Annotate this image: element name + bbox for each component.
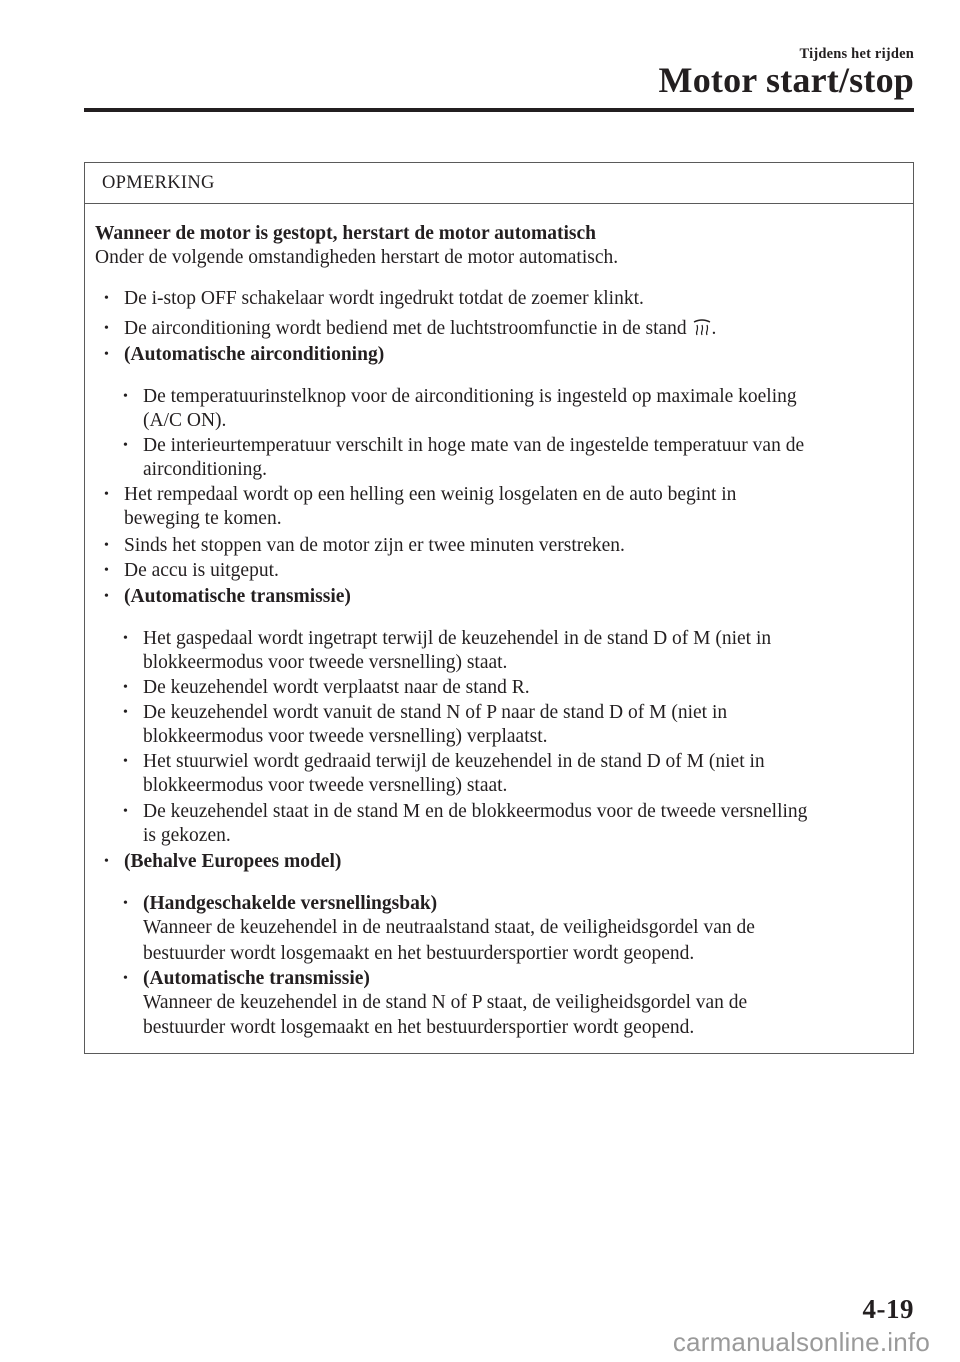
bullet: • xyxy=(104,854,109,869)
list-item xyxy=(124,317,716,341)
sub-bullet: • xyxy=(123,896,128,911)
sub-list-item-cont: blokkeermodus voor tweede versnelling) staat. xyxy=(143,775,508,796)
list-item: Sinds het stoppen van de motor zijn er twee minuten verstreken. xyxy=(124,535,625,556)
list-item-cont: beweging te komen. xyxy=(124,508,282,529)
list-item-end: . xyxy=(711,318,717,339)
page-number: 4-19 xyxy=(862,1294,914,1324)
sub-list-item-cont: blokkeermodus voor tweede versnelling) verplaatst. xyxy=(143,726,548,747)
bullet: • xyxy=(104,321,109,336)
sub-bullet: • xyxy=(123,438,128,453)
sub-bullet: • xyxy=(123,705,128,720)
sub-list-item-cont: is gekozen. xyxy=(143,825,231,846)
list-item-heading: (Behalve Europees model) xyxy=(124,851,342,872)
sub-list-item: De keuzehendel staat in de stand M en de blokkeermodus voor de tweede versnelling xyxy=(143,801,808,822)
list-item: De i-stop OFF schakelaar wordt ingedrukt totdat de zoemer klinkt. xyxy=(124,288,644,309)
sub-list-item-cont: bestuurder wordt losgemaakt en het bestuurdersportier wordt geopend. xyxy=(143,943,695,964)
sub-list-item-cont: airconditioning. xyxy=(143,459,268,480)
sub-list-item-heading: (Automatische transmissie) xyxy=(143,968,370,989)
note-intro: Onder de volgende omstandigheden herstart de motor automatisch. xyxy=(95,247,619,268)
sub-bullet: • xyxy=(123,971,128,986)
sub-list-item-cont: (A/C ON). xyxy=(143,410,227,431)
list-item: Het rempedaal wordt op een helling een weinig losgelaten en de auto begint in xyxy=(124,484,737,505)
bullet: • xyxy=(104,538,109,553)
sub-list-item-cont: blokkeermodus voor tweede versnelling) staat. xyxy=(143,652,508,673)
bullet: • xyxy=(104,291,109,306)
bullet: • xyxy=(104,589,109,604)
sub-bullet: • xyxy=(123,804,128,819)
bullet: • xyxy=(104,347,109,362)
sub-bullet: • xyxy=(123,389,128,404)
windshield-defroster-icon xyxy=(692,318,712,336)
list-item-heading: (Automatische airconditioning) xyxy=(124,344,385,365)
list-item-heading: (Automatische transmissie) xyxy=(124,586,351,607)
sub-list-item: Het gaspedaal wordt ingetrapt terwijl de keuzehendel in de stand D of M (niet in xyxy=(143,628,772,649)
list-item-text: De airconditioning wordt bediend met de luchtstroomfunctie in de stand xyxy=(124,318,687,339)
header-divider xyxy=(84,108,914,112)
page-title: Motor start/stop xyxy=(658,60,914,100)
sub-list-item-heading: (Handgeschakelde versnellingsbak) xyxy=(143,893,438,914)
section-name: Tijdens het rijden xyxy=(799,46,914,62)
note-label: OPMERKING xyxy=(85,163,913,204)
sub-list-item-cont: bestuurder wordt losgemaakt en het bestuurdersportier wordt geopend. xyxy=(143,1017,695,1038)
sub-list-item: De keuzehendel wordt verplaatst naar de stand R. xyxy=(143,677,530,698)
sub-list-item-text: Wanneer de keuzehendel in de neutraalstand staat, de veiligheidsgordel van de xyxy=(143,917,755,938)
sub-list-item-text: Wanneer de keuzehendel in de stand N of P staat, de veiligheidsgordel van de xyxy=(143,992,748,1013)
bullet: • xyxy=(104,487,109,502)
list-item: De accu is uitgeput. xyxy=(124,560,279,581)
note-box xyxy=(84,162,914,1054)
sub-bullet: • xyxy=(123,754,128,769)
note-heading: Wanneer de motor is gestopt, herstart de motor automatisch xyxy=(95,223,596,244)
sub-list-item: De temperatuurinstelknop voor de airconditioning is ingesteld op maximale koeling xyxy=(143,386,797,407)
bullet: • xyxy=(104,563,109,578)
sub-list-item: De keuzehendel wordt vanuit de stand N of P naar de stand D of M (niet in xyxy=(143,702,728,723)
sub-list-item: Het stuurwiel wordt gedraaid terwijl de keuzehendel in de stand D of M (niet in xyxy=(143,751,765,772)
sub-bullet: • xyxy=(123,680,128,695)
sub-list-item: De interieurtemperatuur verschilt in hoge mate van de ingestelde temperatuur van de xyxy=(143,435,805,456)
watermark: carmanualsonline.info xyxy=(672,1327,930,1357)
sub-bullet: • xyxy=(123,631,128,646)
